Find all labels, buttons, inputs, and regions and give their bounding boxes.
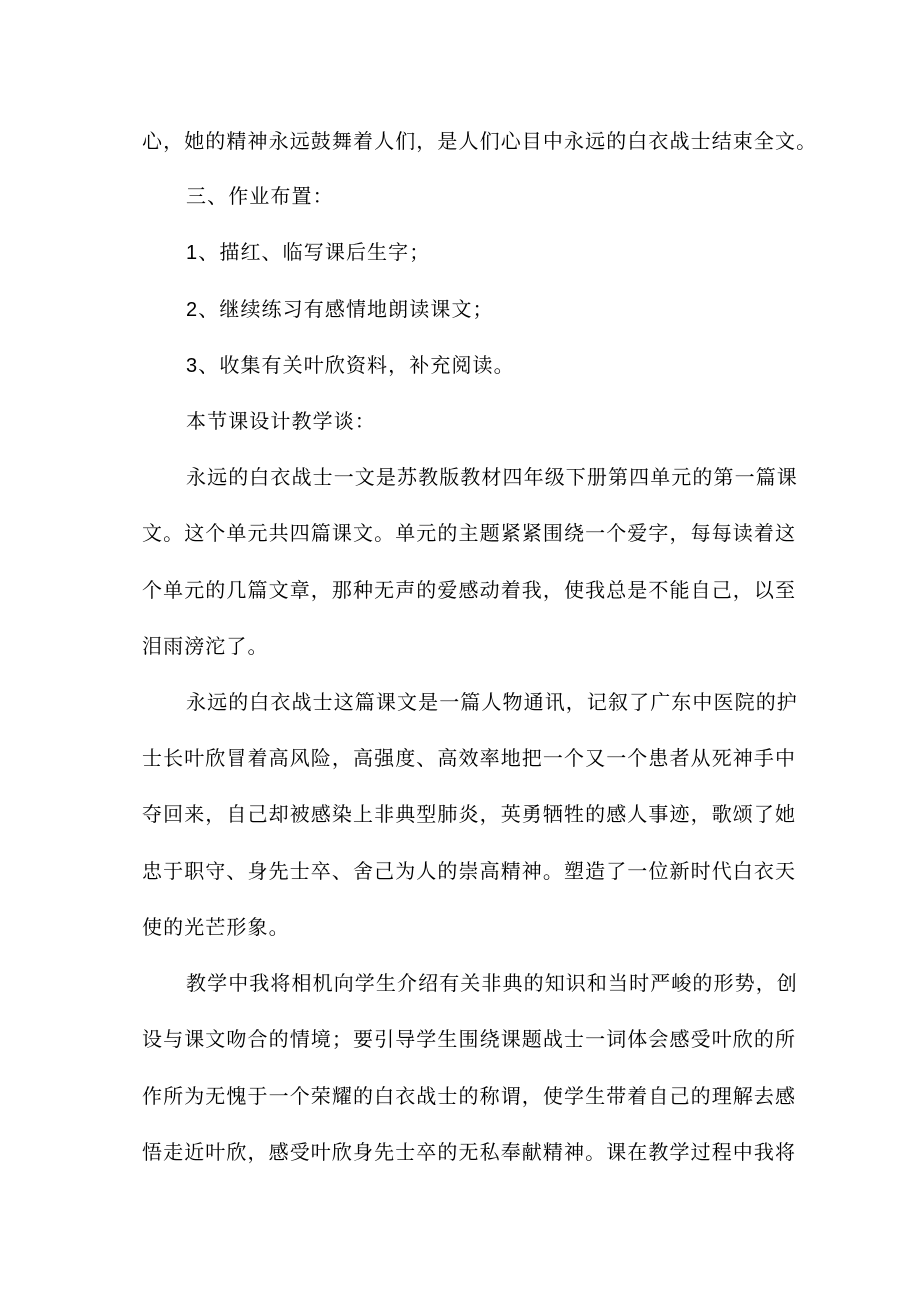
item-number: 1 <box>186 242 199 264</box>
paragraph-line: 文。这个单元共四篇课文。单元的主题紧紧围绕一个爱字，每每读着这 <box>142 521 797 545</box>
paragraph-line: 作所为无愧于一个荣耀的白衣战士的称谓，使学生带着自己的理解去感 <box>142 1084 797 1108</box>
paragraph-line: 永远的白衣战士这篇课文是一篇人物通讯，记叙了广东中医院的护 <box>186 690 798 714</box>
paragraph-line: 悟走近叶欣，感受叶欣身先士卒的无私奉献精神。课在教学过程中我将 <box>142 1140 797 1164</box>
paragraph-line: 心，她的精神永远鼓舞着人们，是人们心目中永远的白衣战士结束全文。 <box>142 129 818 153</box>
paragraph-line: 夺回来，自己却被感染上非典型肺炎，英勇牺牲的感人事迹，歌颂了她 <box>142 802 797 826</box>
homework-item-1: 1、描红、临写课后生字； <box>186 240 431 264</box>
section-heading: 本节课设计教学谈： <box>186 409 376 433</box>
section-heading: 三、作业布置： <box>186 184 334 208</box>
paragraph-line: 永远的白衣战士一文是苏教版教材四年级下册第四单元的第一篇课 <box>186 465 798 489</box>
paragraph-line: 士长叶欣冒着高风险，高强度、高效率地把一个又一个患者从死神手中 <box>142 746 797 770</box>
paragraph-line: 泪雨滂沱了。 <box>142 634 269 658</box>
item-text: 继续练习有感情地朗读课文； <box>219 297 494 321</box>
item-number: 3 <box>186 355 199 377</box>
item-text: 收集有关叶欣资料，补充阅读。 <box>219 353 515 377</box>
item-number: 2 <box>186 299 199 321</box>
paragraph-line: 忠于职守、身先士卒、舍己为人的崇高精神。塑造了一位新时代白衣天 <box>142 859 797 883</box>
homework-item-2: 2、继续练习有感情地朗读课文； <box>186 297 494 321</box>
paragraph-line: 使的光芒形象。 <box>142 915 290 939</box>
homework-item-3: 3、收集有关叶欣资料，补充阅读。 <box>186 353 515 377</box>
paragraph-line: 个单元的几篇文章，那种无声的爱感动着我，使我总是不能自己，以至 <box>142 578 797 602</box>
item-text: 描红、临写课后生字； <box>219 240 431 264</box>
paragraph-line: 教学中我将相机向学生介绍有关非典的知识和当时严峻的形势，创 <box>186 971 798 995</box>
paragraph-line: 设与课文吻合的情境；要引导学生围绕课题战士一词体会感受叶欣的所 <box>142 1027 797 1051</box>
